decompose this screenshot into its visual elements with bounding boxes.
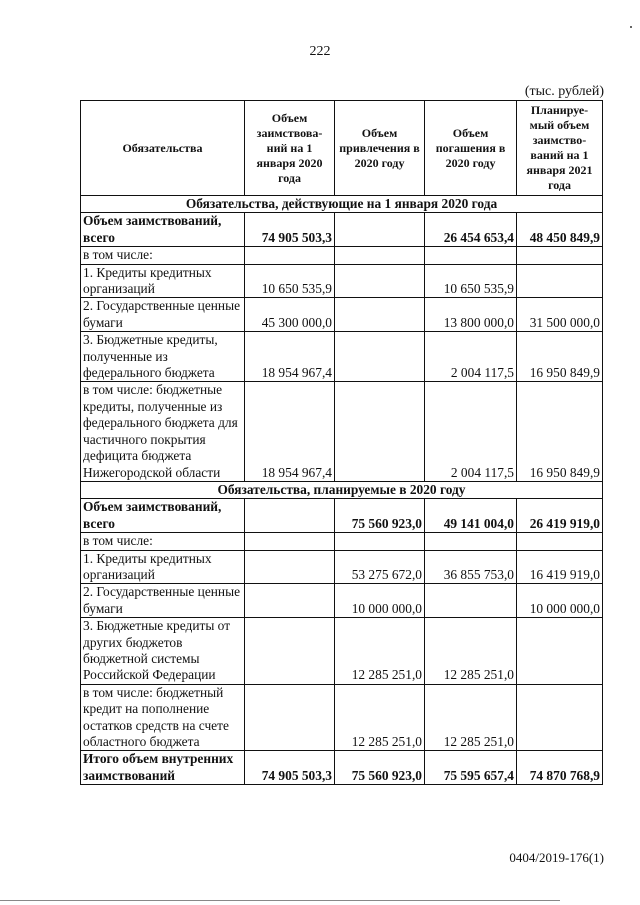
cell-value: 36 855 753,0 xyxy=(425,550,517,584)
table-row xyxy=(81,298,603,332)
row-label: в том числе: бюджетный кредит на пополнение остатков средств на счете областного бюджета xyxy=(81,684,245,751)
cell-value: 16 950 849,9 xyxy=(517,382,603,481)
table-row xyxy=(81,584,603,618)
cell-value xyxy=(335,213,425,247)
cell-value: 31 500 000,0 xyxy=(517,298,603,332)
cell-value xyxy=(517,264,603,298)
cell-value xyxy=(517,618,603,685)
cell-value: 49 141 004,0 xyxy=(425,499,517,533)
total-value: 75 560 923,0 xyxy=(335,751,425,785)
row-label: 1. Кредиты кредитных организаций xyxy=(81,550,245,584)
table-row xyxy=(81,213,603,247)
borrowings-table xyxy=(80,100,603,785)
total-row xyxy=(81,751,603,785)
table-row xyxy=(81,332,603,382)
table-row xyxy=(81,247,603,264)
cell-value: 26 419 919,0 xyxy=(517,499,603,533)
cell-value xyxy=(245,684,335,751)
cell-value: 18 954 967,4 xyxy=(245,382,335,481)
cell-value: 12 285 251,0 xyxy=(425,618,517,685)
section-title: Обязательства, действующие на 1 января 2020 года xyxy=(81,196,603,213)
table-row xyxy=(81,533,603,550)
total-value: 74 905 503,3 xyxy=(245,751,335,785)
header-repayment-2020: Объем погашения в 2020 году xyxy=(425,101,517,196)
table-row xyxy=(81,499,603,533)
cell-value xyxy=(245,584,335,618)
cell-value: 10 650 535,9 xyxy=(425,264,517,298)
header-volume-jan-2020: Объем заимствова-ний на 1 января 2020 года xyxy=(245,101,335,196)
cell-value xyxy=(335,533,425,550)
total-label: Итого объем внутренних заимствований xyxy=(81,751,245,785)
row-label: в том числе: бюджетные кредиты, полученные из федерального бюджета для частичного покрытия дефицита бюджета Нижегородской области xyxy=(81,382,245,481)
cell-value: 16 950 849,9 xyxy=(517,332,603,382)
cell-value xyxy=(517,684,603,751)
table-row xyxy=(81,264,603,298)
cell-value: 26 454 653,4 xyxy=(425,213,517,247)
cell-value: 53 275 672,0 xyxy=(335,550,425,584)
section-title: Обязательства, планируемые в 2020 году xyxy=(81,481,603,498)
table-row xyxy=(81,618,603,685)
cell-value: 12 285 251,0 xyxy=(335,684,425,751)
units-label: (тыс. рублей) xyxy=(524,84,604,99)
cell-value xyxy=(335,298,425,332)
cell-value xyxy=(335,332,425,382)
cell-value xyxy=(335,264,425,298)
cell-value xyxy=(245,499,335,533)
document-code: 0404/2019-176(1) xyxy=(509,850,604,865)
page-number: 222 xyxy=(309,44,331,59)
cell-value: 18 954 967,4 xyxy=(245,332,335,382)
cell-value xyxy=(335,382,425,481)
row-label: 2. Государственные ценные бумаги xyxy=(81,584,245,618)
cell-value xyxy=(425,247,517,264)
row-label: в том числе: xyxy=(81,247,245,264)
row-label: Объем заимствований, всего xyxy=(81,213,245,247)
cell-value: 10 000 000,0 xyxy=(335,584,425,618)
cell-value: 2 004 117,5 xyxy=(425,382,517,481)
section-header-row xyxy=(81,196,603,213)
scan-speck xyxy=(630,26,632,28)
cell-value xyxy=(335,247,425,264)
table-header-row xyxy=(81,101,603,196)
cell-value xyxy=(245,618,335,685)
header-attraction-2020: Объем привлечения в 2020 году xyxy=(335,101,425,196)
cell-value: 48 450 849,9 xyxy=(517,213,603,247)
cell-value: 10 000 000,0 xyxy=(517,584,603,618)
cell-value: 75 560 923,0 xyxy=(335,499,425,533)
cell-value: 10 650 535,9 xyxy=(245,264,335,298)
cell-value xyxy=(245,247,335,264)
row-label: 2. Государственные ценные бумаги xyxy=(81,298,245,332)
cell-value xyxy=(425,584,517,618)
cell-value xyxy=(425,533,517,550)
table-row xyxy=(81,550,603,584)
cell-value: 74 905 503,3 xyxy=(245,213,335,247)
cell-value: 12 285 251,0 xyxy=(425,684,517,751)
page-edge-line xyxy=(0,900,560,901)
total-value: 75 595 657,4 xyxy=(425,751,517,785)
cell-value: 16 419 919,0 xyxy=(517,550,603,584)
row-label: 3. Бюджетные кредиты, полученные из федерального бюджета xyxy=(81,332,245,382)
section-header-row xyxy=(81,481,603,498)
row-label: в том числе: xyxy=(81,533,245,550)
row-label: 3. Бюджетные кредиты от других бюджетов бюджетной системы Российской Федерации xyxy=(81,618,245,685)
table-row xyxy=(81,684,603,751)
cell-value: 2 004 117,5 xyxy=(425,332,517,382)
cell-value xyxy=(517,247,603,264)
table-row xyxy=(81,382,603,481)
cell-value xyxy=(245,533,335,550)
header-volume-jan-2021: Планируе-мый объем заимство-ваний на 1 января 2021 года xyxy=(517,101,603,196)
row-label: 1. Кредиты кредитных организаций xyxy=(81,264,245,298)
cell-value: 45 300 000,0 xyxy=(245,298,335,332)
cell-value xyxy=(517,533,603,550)
total-value: 74 870 768,9 xyxy=(517,751,603,785)
cell-value xyxy=(245,550,335,584)
cell-value: 13 800 000,0 xyxy=(425,298,517,332)
header-obligations: Обязательства xyxy=(81,101,245,196)
cell-value: 12 285 251,0 xyxy=(335,618,425,685)
row-label: Объем заимствований, всего xyxy=(81,499,245,533)
